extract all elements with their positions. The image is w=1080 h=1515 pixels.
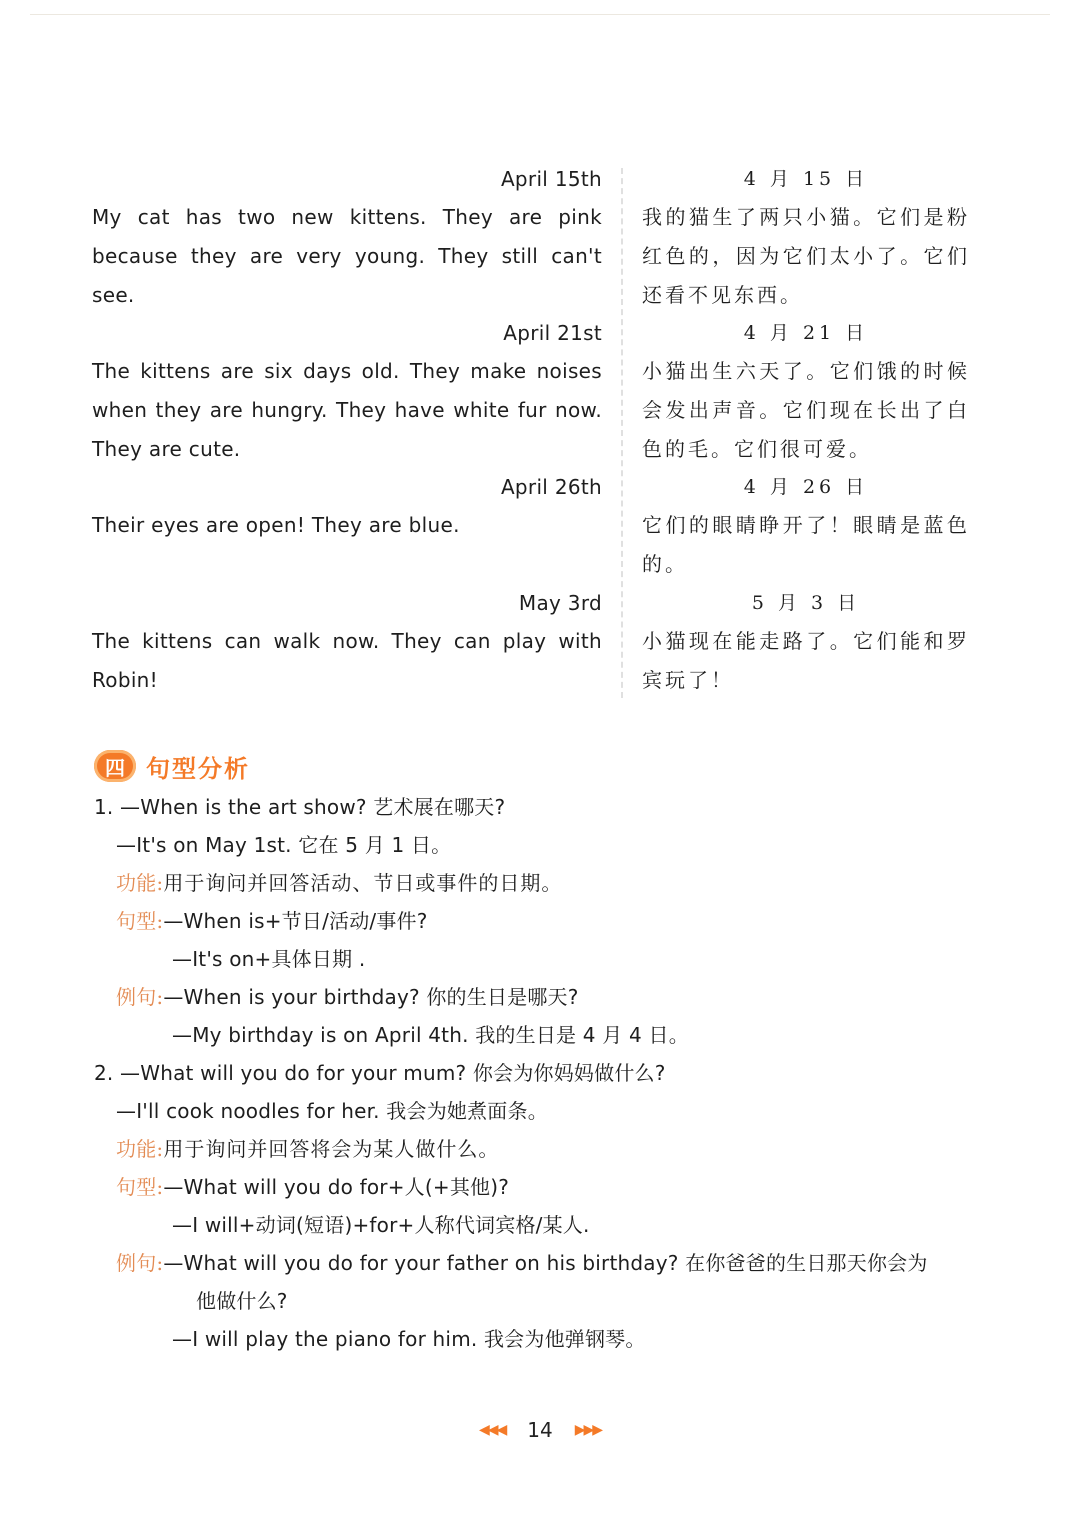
page-number: 14 (527, 1418, 553, 1442)
entry-text-en: The kittens can walk now. They can play with Robin! (92, 629, 602, 692)
english-column (92, 160, 602, 315)
entry-text-cn: 小猫出生六天了。它们饿的时候会发出声音。它们现在长出了白色的毛。它们很可爱。 (642, 359, 970, 461)
previous-arrows-icon: ◀◀◀ (478, 1422, 506, 1438)
entry-text-en: My cat has two new kittens. They are pink because they are very young. They still can't see. (92, 205, 602, 307)
example-line-2 (116, 1244, 928, 1282)
example-text: —When is your birthday? 你的生日是哪天? (163, 985, 579, 1009)
pattern-text: —What will you do for+人(+其他)? (163, 1175, 510, 1199)
section-title: 句型分析 (146, 754, 250, 783)
entry-date-en: May 3rd (518, 591, 602, 615)
entry-text-cn: 小猫现在能走路了。它们能和罗宾玩了！ (642, 629, 970, 692)
chinese-column (642, 314, 970, 469)
entry-text-cn: 我的猫生了两只小猫。它们是粉红色的，因为它们太小了。它们还看不见东西。 (642, 205, 970, 307)
pattern-line-2b: —I will+动词(短语)+for+人称代词宾格/某人. (172, 1213, 590, 1237)
section-heading (94, 748, 250, 784)
top-rule (30, 14, 1050, 15)
entry-date-cn: 4 月 15 日 (743, 168, 869, 190)
chinese-column (642, 160, 970, 315)
example-line-1 (116, 978, 579, 1016)
entry-text-en: Their eyes are open! They are blue. (92, 513, 460, 537)
question-2: 2. —What will you do for your mum? 你会为你妈妈做什么? (94, 1061, 666, 1085)
pattern-line-2 (116, 1168, 509, 1206)
entry-date-cn: 4 月 21 日 (743, 322, 869, 344)
entry-text-en: The kittens are six days old. They make noises when they are hungry. They have white fur now. They are cute. (92, 359, 602, 461)
function-line-2 (116, 1130, 499, 1168)
page-footer (0, 1412, 1080, 1448)
answer-1: —It's on May 1st. 它在 5 月 1 日。 (116, 833, 452, 857)
entry-date-cn: 4 月 26 日 (743, 476, 869, 498)
example-line-1b: —My birthday is on April 4th. 我的生日是 4 月 4 日。 (172, 1023, 689, 1047)
entry-text-cn: 它们的眼睛睁开了！眼睛是蓝色的。 (642, 513, 970, 576)
example-label: 例句: (116, 1251, 164, 1275)
function-label: 功能: (116, 1137, 164, 1161)
english-column (92, 584, 602, 700)
question-1: 1. —When is the art show? 艺术展在哪天? (94, 795, 506, 819)
chinese-column (642, 584, 970, 700)
pattern-label: 句型: (116, 1175, 164, 1199)
example-label: 例句: (116, 985, 164, 1009)
function-text: 用于询问并回答将会为某人做什么。 (163, 1137, 500, 1161)
function-line-1 (116, 864, 562, 902)
example-text: —What will you do for your father on his birthday? 在你爸爸的生日那天你会为 (163, 1251, 928, 1275)
example-line-2b: —I will play the piano for him. 我会为他弹钢琴。 (172, 1327, 646, 1351)
pattern-line-1b: —It's on+具体日期 . (172, 947, 366, 971)
function-label: 功能: (116, 871, 164, 895)
english-column (92, 314, 602, 469)
pattern-line-1 (116, 902, 428, 940)
answer-2: —I'll cook noodles for her. 我会为她煮面条。 (116, 1099, 548, 1123)
chinese-column (642, 468, 970, 584)
section-number-badge: 四 (94, 750, 136, 782)
pattern-label: 句型: (116, 909, 164, 933)
example-line-2-cont: 他做什么? (196, 1289, 288, 1313)
entry-date-en: April 15th (500, 167, 602, 191)
function-text: 用于询问并回答活动、节日或事件的日期。 (163, 871, 563, 895)
column-divider (621, 168, 623, 698)
entry-date-en: April 21st (503, 321, 602, 345)
entry-date-cn: 5 月 3 日 (751, 592, 861, 614)
next-arrows-icon: ▶▶▶ (574, 1422, 602, 1438)
pattern-text: —When is+节日/活动/事件? (163, 909, 428, 933)
english-column (92, 468, 602, 545)
entry-date-en: April 26th (500, 475, 602, 499)
